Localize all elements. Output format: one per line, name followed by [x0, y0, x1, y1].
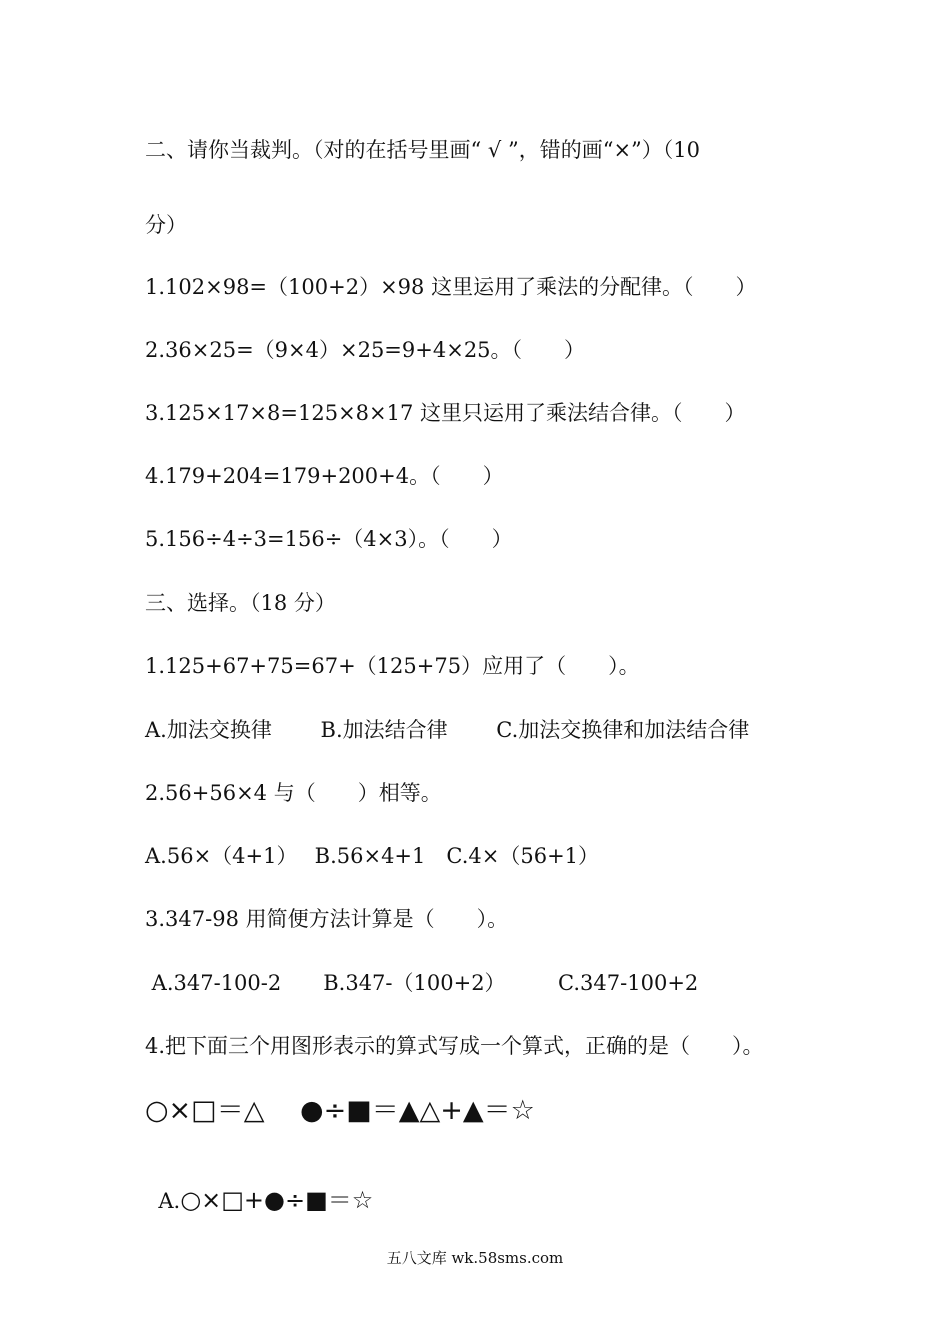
choice-question-4-option-a: [145, 1167, 373, 1212]
judge-item-3: 3.125×17×8=125×8×17 这里只运用了乘法结合律。（ ）: [145, 401, 746, 425]
judge-item-1: 1.102×98=（100+2）×98 这里运用了乘法的分配律。（ ）: [145, 275, 757, 299]
judge-item-4: 4.179+204=179+200+4。（ ）: [145, 464, 504, 488]
option-a-symbols: ○×□+●÷■＝☆: [180, 1186, 374, 1214]
footer-watermark: 五八文库 wk.58sms.com: [386, 1249, 564, 1267]
choice-question-1-options: A.加法交换律 B.加法结合律 C.加法交换律和加法结合律: [145, 718, 750, 742]
choice-question-2-options: A.56×（4+1） B.56×4+1 C.4×（56+1）: [145, 844, 600, 868]
choice-question-2: 2.56+56×4 与（ ）相等。: [145, 781, 442, 805]
shape-equations: ○×□＝△ ●÷■＝▲△+▲＝☆: [145, 1095, 535, 1126]
judge-item-5: 5.156÷4÷3=156÷（4×3）。（ ）: [145, 527, 513, 551]
section2-title-line1: 二、请你当裁判。（对的在括号里画“ √ ”，错的画“×”）（10: [145, 138, 700, 162]
judge-item-2: 2.36×25=（9×4）×25=9+4×25。（ ）: [145, 338, 586, 362]
choice-question-3: 3.347-98 用简便方法计算是（ ）。: [145, 907, 509, 931]
option-a-prefix: A.: [158, 1189, 181, 1213]
choice-question-1: 1.125+67+75=67+（125+75）应用了（ ）。: [145, 654, 640, 678]
section2-title-line2: 分）: [145, 213, 187, 237]
choice-question-3-options: A.347-100-2 B.347-（100+2） C.347-100+2: [145, 971, 699, 995]
choice-question-4: 4.把下面三个用图形表示的算式写成一个算式，正确的是（ ）。: [145, 1034, 764, 1058]
section3-title: 三、选择。（18 分）: [145, 591, 336, 615]
